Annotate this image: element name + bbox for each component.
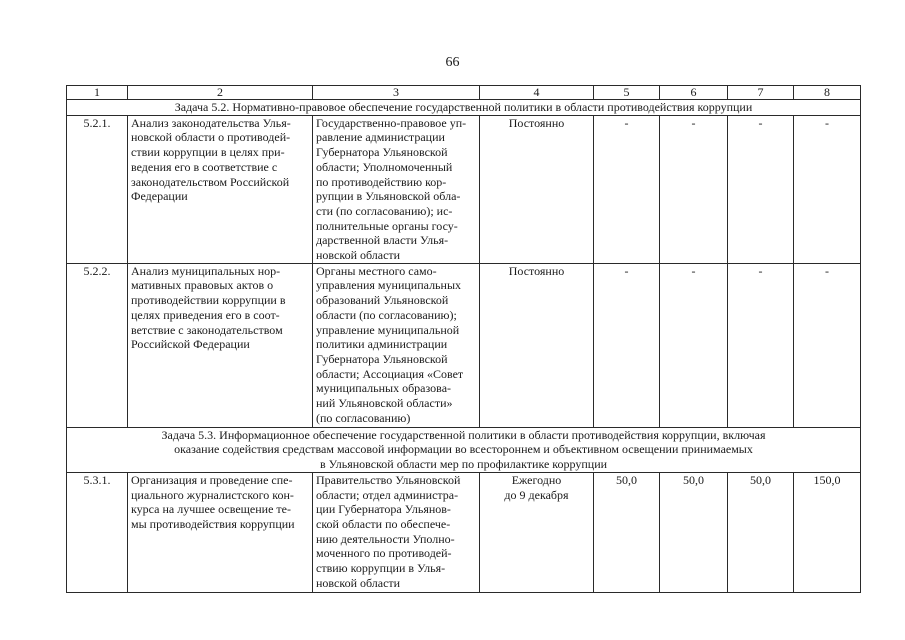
column-header: 5 bbox=[594, 86, 660, 100]
task-5-2-title: Задача 5.2. Нормативно-правовое обеспечение государственной политики в области противодействия коррупции bbox=[67, 100, 861, 116]
funding-cell: 50,0 bbox=[660, 472, 728, 592]
deadline: Ежегодно до 9 декабря bbox=[480, 472, 594, 592]
responsible-executors: Органы местного само- управления муниципальных образований Ульяновской области (по согласованию); управление муниципальной политики администрации Губернатора Ульяновской области; Ассоциация «Совет муниципальных образова- ний Ульяновской области» (по согласованию) bbox=[313, 263, 480, 427]
table-row bbox=[67, 115, 861, 263]
column-number-row bbox=[67, 86, 861, 100]
responsible-executors: Правительство Ульяновской области; отдел администра- ции Губернатора Ульянов- ской области по обеспече- нию деятельности Уполно- моченного по противодей- ствию коррупции в Улья- новской области bbox=[313, 472, 480, 592]
column-header: 8 bbox=[794, 86, 861, 100]
table-row bbox=[67, 263, 861, 427]
responsible-executors: Государственно-правовое уп- равление администрации Губернатора Ульяновской области; Уполномоченный по противодействию кор- рупции в Ульяновской обла- сти (по согласованию); ис- полнительные органы госу- дарственной власти Улья- новской области bbox=[313, 115, 480, 263]
activity-description: Организация и проведение спе- циального журналистского кон- курса на лучшее освещение те- мы противодействия коррупции bbox=[128, 472, 313, 592]
column-header: 2 bbox=[128, 86, 313, 100]
funding-cell: - bbox=[794, 115, 861, 263]
activity-table bbox=[66, 85, 861, 593]
funding-cell: 50,0 bbox=[594, 472, 660, 592]
item-number: 5.2.2. bbox=[67, 263, 128, 427]
activity-description: Анализ муниципальных нор- мативных правовых актов о противодействии коррупции в целях приведения его в соот- ветствие с законодательством Российской Федерации bbox=[128, 263, 313, 427]
item-number: 5.3.1. bbox=[67, 472, 128, 592]
column-header: 1 bbox=[67, 86, 128, 100]
deadline: Постоянно bbox=[480, 115, 594, 263]
funding-cell: - bbox=[660, 263, 728, 427]
column-header: 7 bbox=[728, 86, 794, 100]
funding-cell: 50,0 bbox=[728, 472, 794, 592]
task-row bbox=[67, 100, 861, 116]
funding-cell: - bbox=[728, 263, 794, 427]
table-row bbox=[67, 472, 861, 592]
funding-cell: - bbox=[660, 115, 728, 263]
activity-description: Анализ законодательства Улья- новской области о противодей- ствии коррупции в целях при- ведения его в соответствие с законодательством Российской Федерации bbox=[128, 115, 313, 263]
column-header: 4 bbox=[480, 86, 594, 100]
task-row bbox=[67, 427, 861, 472]
funding-cell: - bbox=[794, 263, 861, 427]
column-header: 3 bbox=[313, 86, 480, 100]
funding-cell: - bbox=[594, 115, 660, 263]
column-header: 6 bbox=[660, 86, 728, 100]
task-5-3-title: Задача 5.3. Информационное обеспечение государственной политики в области противодействия коррупции, включая оказание содействия средствам массовой информации во всестороннем и объективном освещении принимаемых в Ульяновской области мер по профилактике коррупции bbox=[67, 427, 861, 472]
funding-cell: - bbox=[728, 115, 794, 263]
page-number: 66 bbox=[445, 55, 460, 70]
item-number: 5.2.1. bbox=[67, 115, 128, 263]
funding-cell: - bbox=[594, 263, 660, 427]
deadline: Постоянно bbox=[480, 263, 594, 427]
funding-cell: 150,0 bbox=[794, 472, 861, 592]
